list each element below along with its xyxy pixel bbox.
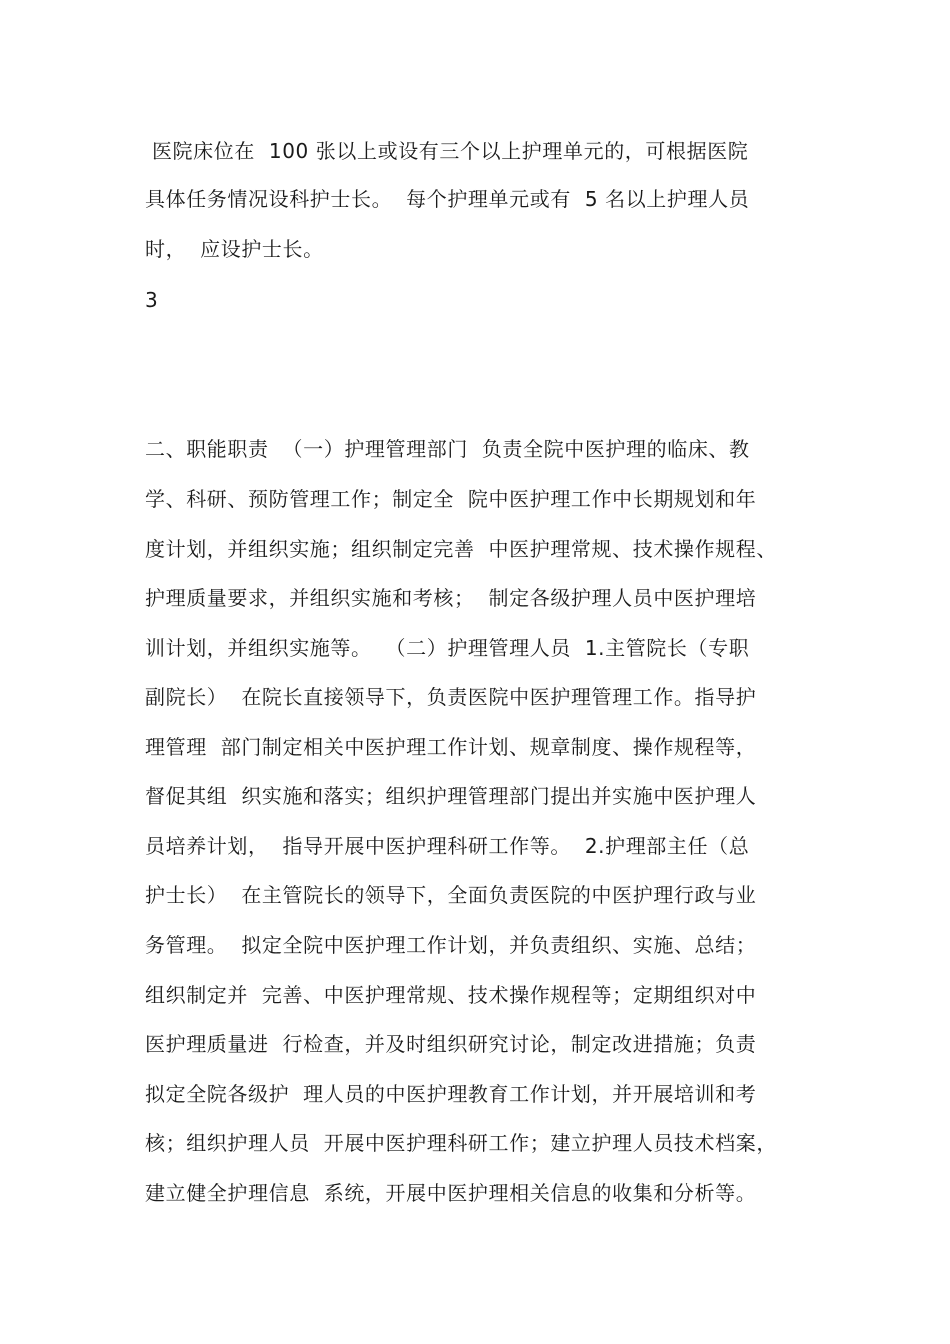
paragraph-2-line-13: 医护理质量进 行检查，并及时组织研究讨论，制定改进措施；负责 <box>145 1032 757 1056</box>
paragraph-1-line-1: 医院床位在 100 张以上或设有三个以上护理单元的，可根据医院 <box>145 139 749 163</box>
paragraph-2-line-4: 护理质量要求，并组织实施和考核； 制定各级护理人员中医护理培 <box>145 586 757 610</box>
paragraph-2-line-10: 护士长） 在主管院长的领导下，全面负责医院的中医护理行政与业 <box>145 883 757 907</box>
paragraph-2-line-8: 督促其组 织实施和落实；组织护理管理部门提出并实施中医护理人 <box>145 784 757 808</box>
paragraph-1-line-3: 时， 应设护士长。 <box>145 237 324 261</box>
paragraph-2-line-11: 务管理。 拟定全院中医护理工作计划，并负责组织、实施、总结； <box>145 933 757 957</box>
paragraph-2-line-6: 副院长） 在院长直接领导下，负责医院中医护理管理工作。指导护 <box>145 685 757 709</box>
paragraph-2-line-16: 建立健全护理信息 系统，开展中医护理相关信息的收集和分析等。 <box>145 1181 757 1205</box>
paragraph-2-line-14: 拟定全院各级护 理人员的中医护理教育工作计划，并开展培训和考 <box>145 1082 757 1106</box>
paragraph-2-line-2: 学、科研、预防管理工作；制定全 院中医护理工作中长期规划和年 <box>145 487 757 511</box>
paragraph-2-line-1: 二、职能职责 （一）护理管理部门 负责全院中医护理的临床、教 <box>145 437 750 461</box>
paragraph-2-line-7: 理管理 部门制定相关中医护理工作计划、规章制度、操作规程等， <box>145 735 757 759</box>
paragraph-2-line-3: 度计划，并组织实施；组织制定完善 中医护理常规、技术操作规程、 <box>145 537 777 561</box>
page-number: 3 <box>145 288 158 312</box>
paragraph-2-line-12: 组织制定并 完善、中医护理常规、技术操作规程等；定期组织对中 <box>145 983 757 1007</box>
paragraph-2-line-15: 核；组织护理人员 开展中医护理科研工作；建立护理人员技术档案， <box>145 1131 777 1155</box>
paragraph-1-line-2: 具体任务情况设科护士长。 每个护理单元或有 5 名以上护理人员 <box>145 187 750 211</box>
paragraph-2-line-9: 员培养计划， 指导开展中医护理科研工作等。 2.护理部主任（总 <box>145 834 750 858</box>
paragraph-2-line-5: 训计划，并组织实施等。 （二）护理管理人员 1.主管院长（专职 <box>145 636 750 660</box>
